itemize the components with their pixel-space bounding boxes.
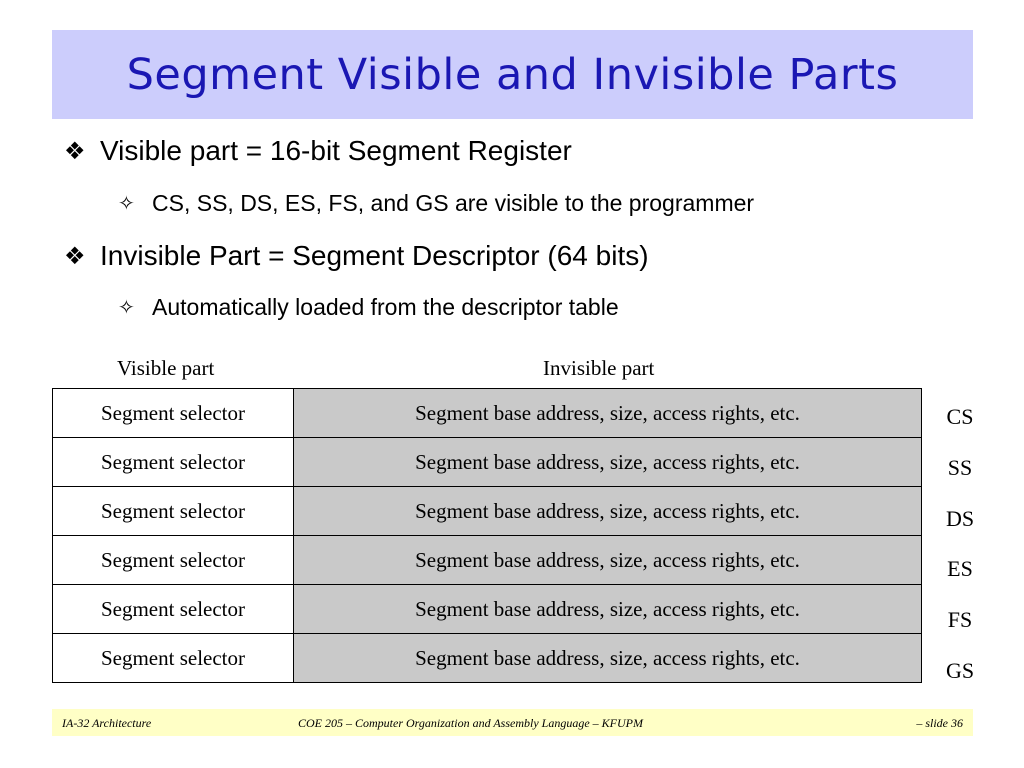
bullet-invisible-part [64, 240, 649, 272]
segment-selector-cell: Segment selector [53, 536, 294, 585]
segment-selector-cell: Segment selector [53, 389, 294, 438]
segment-row [53, 634, 922, 683]
footer-course-topic: IA-32 Architecture [62, 716, 152, 730]
diamond-bullet-icon: ❖ [64, 137, 86, 165]
segment-row [53, 389, 922, 438]
invisible-part-header: Invisible part [543, 356, 655, 380]
register-label-cs: CS [946, 404, 974, 429]
segment-row [53, 487, 922, 536]
segment-selector-cell: Segment selector [53, 438, 294, 487]
bullet-text: Visible part = 16-bit Segment Register [100, 135, 572, 166]
slide-footer [52, 709, 973, 736]
segment-register-diagram [52, 388, 922, 683]
sub-bullet-text: Automatically loaded from the descriptor table [152, 294, 619, 320]
footer-course-name: COE 205 – Computer Organization and Assembly Language – KFUPM [298, 716, 643, 730]
segment-row [53, 585, 922, 634]
sub-bullet-descriptor-table [118, 294, 619, 321]
segment-descriptor-cell: Segment base address, size, access rights, etc. [294, 487, 922, 536]
segment-descriptor-cell: Segment base address, size, access rights, etc. [294, 634, 922, 683]
register-labels [930, 388, 990, 693]
segment-descriptor-cell: Segment base address, size, access rights, etc. [294, 536, 922, 585]
title-bar [52, 30, 973, 119]
bullet-text: Invisible Part = Segment Descriptor (64 bits) [100, 240, 649, 271]
segment-descriptor-cell: Segment base address, size, access rights, etc. [294, 438, 922, 487]
segment-row [53, 536, 922, 585]
register-label-fs: FS [947, 607, 973, 633]
slide-title: Segment Visible and Invisible Parts [126, 49, 899, 100]
diamond-bullet-icon: ❖ [64, 242, 86, 270]
star-bullet-icon: ✧ [118, 193, 135, 215]
star-bullet-icon: ✧ [118, 297, 135, 319]
segment-row [53, 438, 922, 487]
bullet-visible-part [64, 135, 572, 167]
visible-part-header: Visible part [117, 356, 215, 380]
register-label-gs: GS [945, 657, 975, 683]
segment-selector-cell: Segment selector [53, 487, 294, 536]
segment-descriptor-cell: Segment base address, size, access rights, etc. [294, 585, 922, 634]
segment-selector-cell: Segment selector [53, 585, 294, 634]
register-label-ds: DS [945, 505, 975, 531]
segment-descriptor-cell: Segment base address, size, access rights, etc. [294, 389, 922, 438]
register-label-ss: SS [947, 454, 973, 480]
sub-bullet-text: CS, SS, DS, ES, FS, and GS are visible to the programmer [152, 190, 755, 216]
sub-bullet-visible-registers [118, 190, 754, 217]
footer-slide-number: – slide 36 [916, 716, 963, 730]
register-label-es: ES [947, 556, 973, 582]
segment-selector-cell: Segment selector [53, 634, 294, 683]
